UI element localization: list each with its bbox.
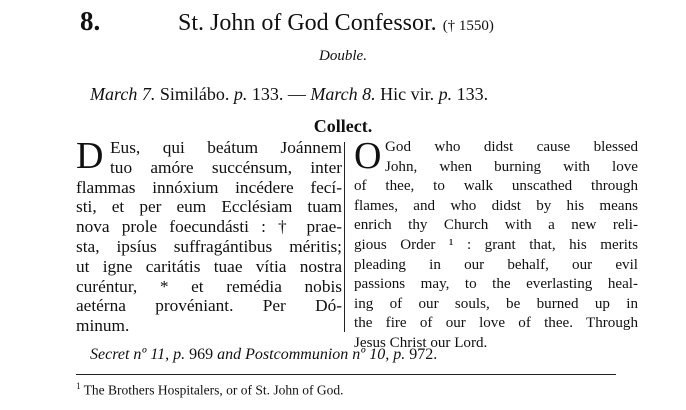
- latin-line: tuo amóre succénsum, inter: [110, 157, 342, 177]
- english-line: God who didst cause blessed: [385, 139, 638, 155]
- english-line: the fire of our love of thee. Through: [354, 315, 638, 332]
- secret-number: 11,: [150, 346, 170, 363]
- latin-line: flammas innóxium incédere fecí-: [76, 177, 342, 197]
- latin-line: ut igne caritátis tuae vítia nostra: [76, 256, 342, 276]
- english-line: gious Order ¹ : grant that, his merits: [354, 236, 638, 253]
- ref2-p: p.: [438, 84, 453, 104]
- postcommunion-p: p.: [393, 346, 406, 363]
- english-line: passions may, to the everlasting heal-: [354, 276, 638, 293]
- english-line: flames, and who didst by his means: [354, 197, 638, 214]
- footnote: [76, 381, 343, 399]
- english-line: pleading in our behalf, our evil: [354, 256, 638, 273]
- english-line: Jesus Christ our Lord.: [354, 334, 488, 351]
- collect-latin: [76, 135, 342, 336]
- collect-english: [354, 135, 638, 354]
- secret-page: 969: [189, 346, 214, 363]
- footnote-mark: 1: [76, 381, 81, 391]
- english-line: enrich thy Church with a new reli-: [354, 217, 638, 234]
- ref2-date: March 8.: [310, 84, 376, 104]
- english-line: ing of our souls, be burned up in: [354, 295, 638, 312]
- english-drop-cap: O: [354, 135, 382, 177]
- secret-label: Secret nº: [90, 346, 147, 363]
- footnote-rule: [76, 374, 616, 375]
- footnote-text: The Brothers Hospitalers, or of St. John of God.: [83, 382, 344, 398]
- latin-line: minum.: [76, 316, 130, 336]
- secret-postcommunion-line: [90, 346, 437, 364]
- feast-title-text: St. John of God Confessor.: [178, 10, 437, 36]
- secret-p: p.: [173, 346, 186, 363]
- feast-death-date: († 1550): [442, 18, 494, 34]
- postcommunion-label: and Postcommunion nº: [217, 346, 366, 363]
- postcommunion-number: 10,: [369, 346, 390, 363]
- ref1-text: Similábo.: [159, 84, 230, 104]
- latin-line: nova prole foecundásti : † prae-: [76, 217, 342, 237]
- feast-title: [178, 10, 494, 37]
- latin-drop-cap: D: [76, 135, 104, 177]
- latin-line: Eus, qui beátum Joánnem: [110, 138, 342, 157]
- feast-rank: Double.: [319, 48, 367, 64]
- latin-line: sta, ipsíus suffragántibus méritis;: [76, 236, 342, 256]
- postcommunion-page: 972.: [409, 346, 438, 363]
- feast-number: 8.: [80, 6, 101, 36]
- ref1-date: March 7.: [90, 84, 156, 104]
- ref1-page: 133.: [251, 84, 284, 104]
- introit-references: [90, 84, 488, 105]
- ref2-text: Hic vir.: [380, 84, 435, 104]
- latin-line: curéntur, * et remédia nobis: [76, 276, 342, 296]
- ref2-page: 133.: [456, 84, 489, 104]
- column-divider: [344, 142, 345, 332]
- collect-heading: Collect.: [313, 116, 373, 136]
- latin-line: aetérna provéniant. Per Dó-: [76, 296, 342, 316]
- latin-line: sti, et per eum Ecclésiam tuam: [76, 197, 342, 217]
- english-line: John, when burning with love: [385, 158, 638, 175]
- ref1-p: p.: [233, 84, 248, 104]
- ref-separator: —: [287, 84, 306, 104]
- english-line: of thee, to walk unscathed through: [354, 178, 638, 195]
